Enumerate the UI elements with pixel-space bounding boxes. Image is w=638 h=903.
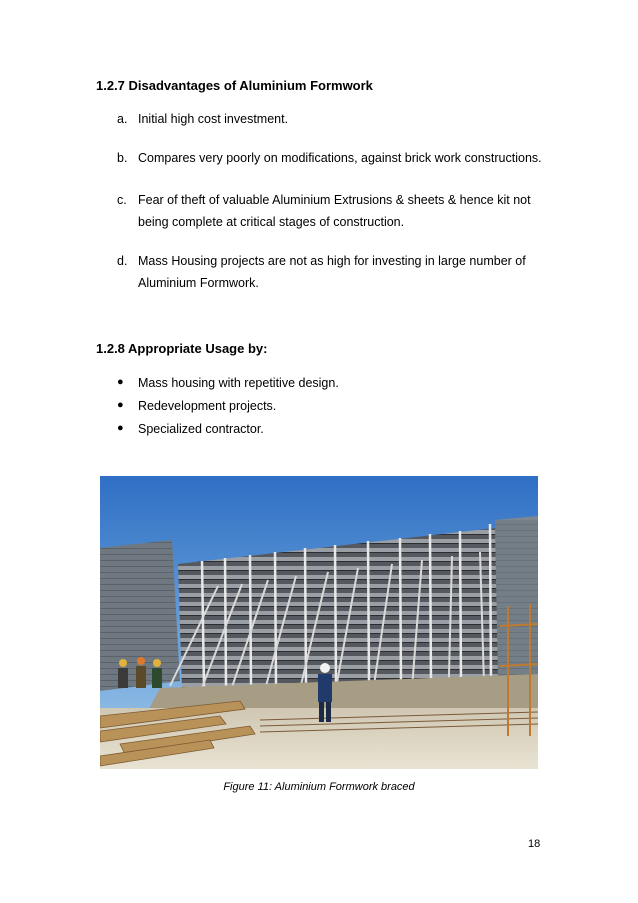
list-letter: c. <box>117 193 127 207</box>
figure-caption: Figure 11: Aluminium Formwork braced <box>223 781 415 793</box>
bullet-text: Mass housing with repetitive design. <box>138 376 339 390</box>
section-heading-usage: 1.2.8 Appropriate Usage by: <box>96 341 268 356</box>
bullet-dot-icon: ● <box>117 376 124 388</box>
list-letter: b. <box>117 151 128 165</box>
list-letter: a. <box>117 112 128 126</box>
list-item-text: Initial high cost investment. <box>138 112 289 126</box>
list-letter: d. <box>117 254 128 268</box>
list-item-text: Compares very poorly on modifications, against brick work constructions. <box>138 151 542 165</box>
bullet-dot-icon: ● <box>117 399 124 411</box>
bullet-text: Specialized contractor. <box>138 422 264 436</box>
section-heading-disadvantages: 1.2.7 Disadvantages of Aluminium Formwork <box>96 78 373 93</box>
list-item-text: Mass Housing projects are not as high for investing in large number of Aluminium Formwork. <box>138 254 526 290</box>
photo-illustration <box>100 476 538 769</box>
page-number: 18 <box>528 838 541 850</box>
figure-photo-aluminium-formwork <box>100 476 538 769</box>
list-item-text: Fear of theft of valuable Aluminium Extrusions & sheets & hence kit not being complete at critical stages of construction. <box>138 193 531 229</box>
bullet-dot-icon: ● <box>117 422 124 434</box>
bullet-text: Redevelopment projects. <box>138 399 277 413</box>
